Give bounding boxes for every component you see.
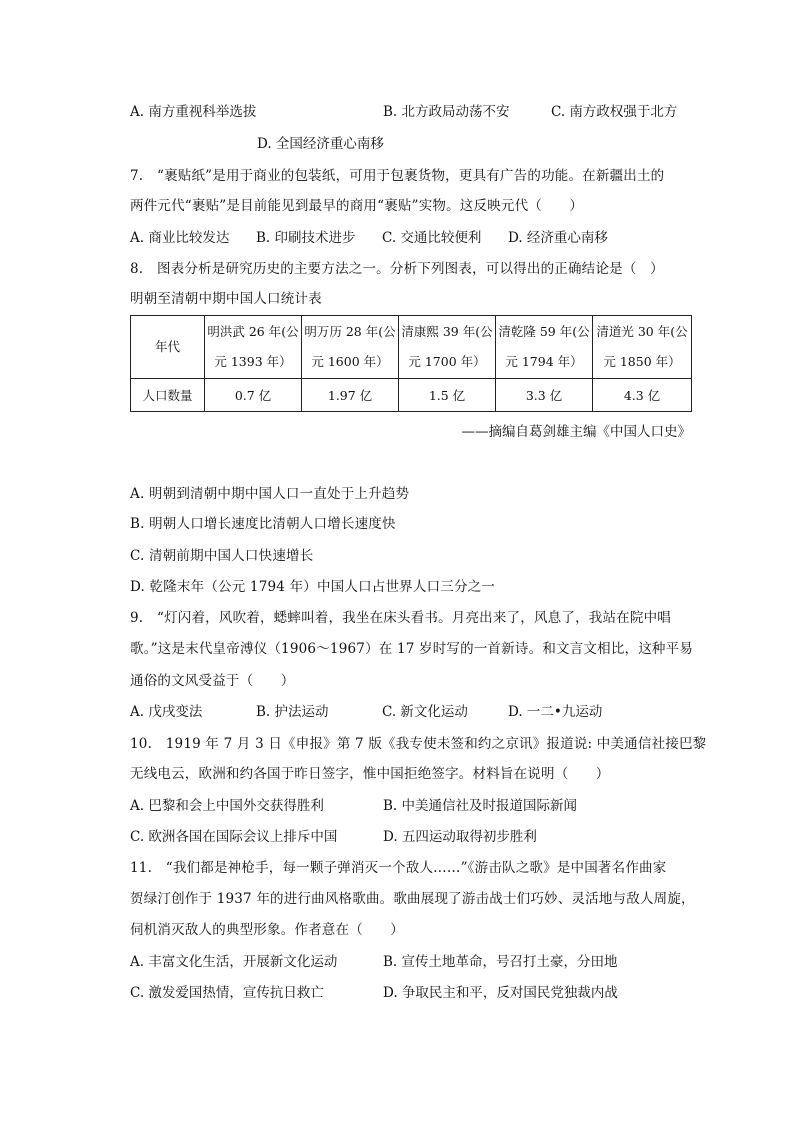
q11-option-c: C. 激发爱国热情，宣传抗日救亡 bbox=[130, 985, 324, 1001]
q8-option-b: B. 明朝人口增长速度比清朝人口增长速度快 bbox=[130, 516, 396, 532]
q9-option-c: C. 新文化运动 bbox=[382, 704, 468, 720]
q9-stem-line-2: 歌。”这是末代皇帝溥仪（1906～1967）在 17 岁时写的一首新诗。和文言文相比，这种平易 bbox=[130, 641, 694, 657]
year-cell-2: 明万历 28 年(公 元 1600 年） bbox=[302, 316, 399, 379]
table-row-years bbox=[131, 316, 692, 379]
q8-option-d: D. 乾隆末年（公元 1794 年）中国人口占世界人口三分之一 bbox=[130, 579, 496, 595]
q6-option-a: A. 南方重视科举选拔 bbox=[130, 104, 257, 120]
q10-option-b: B. 中美通信社及时报道国际新闻 bbox=[383, 798, 578, 814]
q7-option-b: B. 印刷技术进步 bbox=[256, 230, 356, 246]
q8-option-a: A. 明朝到清朝中期中国人口一直处于上升趋势 bbox=[130, 486, 410, 502]
q11-option-d: D. 争取民主和平，反对国民党独裁内战 bbox=[383, 985, 618, 1001]
q8-option-c: C. 清朝前期中国人口快速增长 bbox=[130, 548, 314, 564]
q10-option-a: A. 巴黎和会上中国外交获得胜利 bbox=[130, 798, 324, 814]
population-table bbox=[130, 315, 692, 412]
q7-option-d: D. 经济重心南移 bbox=[508, 230, 608, 246]
q10-stem-line-1: 10. 1919 年 7 月 3 日《申报》第 7 版《我专使未签和约之京讯》报道说: 中美通信社接巴黎 bbox=[130, 736, 707, 752]
q11-option-a: A. 丰富文化生活，开展新文化运动 bbox=[130, 954, 338, 970]
q10-option-d: D. 五四运动取得初步胜利 bbox=[383, 829, 537, 845]
q9-stem-line-3: 通俗的文风受益于（ ） bbox=[130, 673, 295, 689]
q9-option-a: A. 戊戌变法 bbox=[130, 704, 203, 720]
table-source: ——摘编自葛剑雄主编《中国人口史》 bbox=[461, 424, 691, 440]
q7-option-a: A. 商业比较发达 bbox=[130, 230, 230, 246]
q9-option-b: B. 护法运动 bbox=[256, 704, 329, 720]
q11-stem-line-1: 11. “我们都是神枪手，每一颗子弹消灭一个敌人……”《游击队之歌》是中国著名作曲家 bbox=[130, 860, 667, 876]
row-label-era: 年代 bbox=[131, 316, 205, 379]
population-cell-1: 0.7 亿 bbox=[205, 379, 302, 412]
q11-stem-line-3: 伺机消灭敌人的典型形象。作者意在（ ） bbox=[130, 922, 404, 938]
q7-stem-line-1: 7. “裹贴纸”是用于商业的包装纸，可用于包裹货物，更具有广告的功能。在新疆出土的 bbox=[130, 168, 665, 184]
q11-option-b: B. 宣传土地革命，号召打土豪，分田地 bbox=[383, 954, 618, 970]
q6-option-d: D. 全国经济重心南移 bbox=[257, 136, 384, 152]
q8-table-title: 明朝至清朝中期中国人口统计表 bbox=[130, 291, 322, 307]
population-cell-4: 3.3 亿 bbox=[496, 379, 593, 412]
q9-stem-line-1: 9. “灯闪着，风吹着，蟋蟀叫着，我坐在床头看书。月亮出来了，风息了，我站在院中唱 bbox=[130, 610, 671, 626]
year-cell-3: 清康熙 39 年(公 元 1700 年） bbox=[399, 316, 496, 379]
row-label-population: 人口数量 bbox=[131, 379, 205, 412]
population-cell-2: 1.97 亿 bbox=[302, 379, 399, 412]
q10-stem-line-2: 无线电云，欧洲和约各国于昨日签字，惟中国拒绝签字。材料旨在说明（ ） bbox=[130, 766, 610, 782]
year-cell-5: 清道光 30 年(公 元 1850 年） bbox=[593, 316, 692, 379]
year-cell-1: 明洪武 26 年(公 元 1393 年） bbox=[205, 316, 302, 379]
q7-stem-line-2: 两件元代“裹贴”是目前能见到最早的商用“裹贴”实物。这反映元代（ ） bbox=[130, 198, 584, 214]
q8-stem: 8. 图表分析是研究历史的主要方法之一。分析下列图表，可以得出的正确结论是（ ） bbox=[130, 261, 664, 277]
population-cell-5: 4.3 亿 bbox=[593, 379, 692, 412]
population-cell-3: 1.5 亿 bbox=[399, 379, 496, 412]
q6-option-c: C. 南方政权强于北方 bbox=[551, 104, 678, 120]
q9-option-d: D. 一二•九运动 bbox=[508, 704, 603, 720]
year-cell-4: 清乾隆 59 年(公 元 1794 年） bbox=[496, 316, 593, 379]
q7-option-c: C. 交通比较便利 bbox=[382, 230, 482, 246]
table-row-population bbox=[131, 379, 692, 412]
q10-option-c: C. 欧洲各国在国际会议上排斥中国 bbox=[130, 829, 338, 845]
q6-option-b: B. 北方政局动荡不安 bbox=[383, 104, 510, 120]
q11-stem-line-2: 贺绿汀创作于 1937 年的进行曲风格歌曲。歌曲展现了游击战士们巧妙、灵活地与敌人周旋， bbox=[130, 891, 695, 907]
